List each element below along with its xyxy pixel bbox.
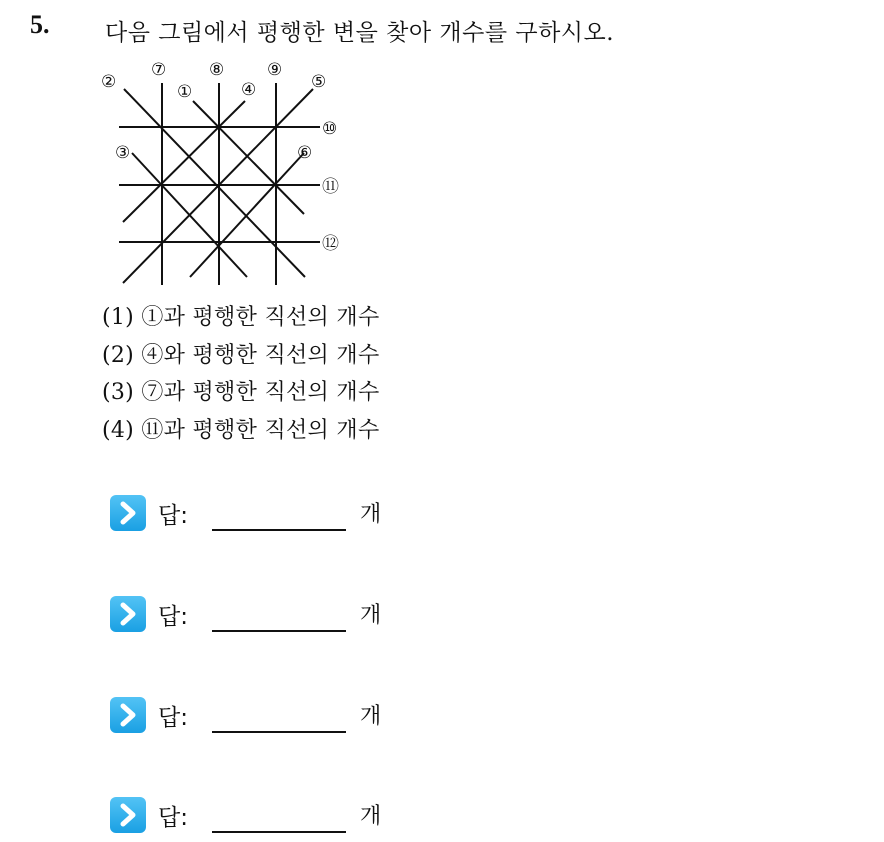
label-11: ⑪ xyxy=(322,177,339,197)
label-10: ⑩ xyxy=(322,119,338,139)
chevron-right-icon xyxy=(110,495,146,531)
answer-blank[interactable] xyxy=(212,529,346,531)
answer-label: 답: xyxy=(158,503,188,529)
answer-unit: 개 xyxy=(360,704,382,729)
chevron-right-icon xyxy=(110,797,146,833)
question-text: 다음 그림에서 평행한 변을 찾아 개수를 구하시오. xyxy=(105,20,615,46)
label-1: ① xyxy=(177,82,193,102)
subquestion-1: (1) ①과 평행한 직선의 개수 xyxy=(102,305,380,330)
line-1 xyxy=(193,101,304,214)
subquestion-3: (3) ⑦과 평행한 직선의 개수 xyxy=(102,380,380,405)
answer-row-1 xyxy=(110,495,410,535)
answer-blank[interactable] xyxy=(212,831,346,833)
subquestion-2: (2) ④와 평행한 직선의 개수 xyxy=(102,343,380,368)
answer-label: 답: xyxy=(158,705,188,731)
label-6: ⑥ xyxy=(297,143,313,163)
chevron-right-icon xyxy=(110,697,146,733)
label-4: ④ xyxy=(241,80,257,100)
question-number: 5. xyxy=(30,10,50,39)
label-5: ⑤ xyxy=(311,72,327,92)
answer-label: 답: xyxy=(158,604,188,630)
label-12: ⑫ xyxy=(322,234,339,254)
subquestion-4: (4) ⑪과 평행한 직선의 개수 xyxy=(102,418,380,443)
answer-row-3 xyxy=(110,697,410,737)
chevron-right-icon xyxy=(110,596,146,632)
line-figure xyxy=(95,55,355,290)
answer-label: 답: xyxy=(158,805,188,831)
answer-unit: 개 xyxy=(360,603,382,628)
label-9: ⑨ xyxy=(267,60,283,80)
label-8: ⑧ xyxy=(209,60,225,80)
answer-unit: 개 xyxy=(360,804,382,829)
label-7: ⑦ xyxy=(151,60,167,80)
answer-row-2 xyxy=(110,596,410,636)
answer-unit: 개 xyxy=(360,502,382,527)
label-2: ② xyxy=(101,72,117,92)
line-4 xyxy=(123,101,245,222)
line-2 xyxy=(124,89,305,277)
answer-row-4 xyxy=(110,797,410,837)
label-3: ③ xyxy=(115,143,131,163)
answer-blank[interactable] xyxy=(212,630,346,632)
answer-blank[interactable] xyxy=(212,731,346,733)
